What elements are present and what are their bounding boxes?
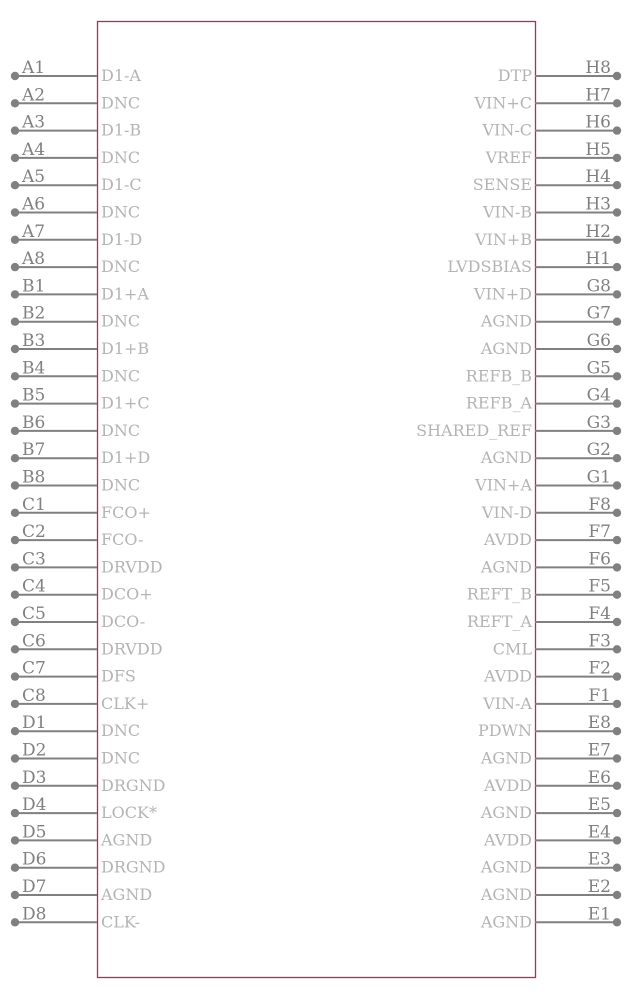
pin-terminal-dot	[613, 399, 621, 407]
pin-name: AGND	[480, 803, 532, 823]
pin-b6	[11, 413, 140, 440]
pin-terminal-dot	[11, 126, 19, 134]
pin-terminal-dot	[11, 72, 19, 80]
pin-b5	[11, 386, 150, 413]
pin-number: C4	[22, 576, 46, 597]
pin-g8	[473, 276, 621, 303]
pin-terminal-dot	[613, 809, 621, 817]
pin-c6	[11, 631, 163, 658]
pin-number: G4	[586, 385, 611, 406]
pin-terminal-dot	[613, 208, 621, 216]
pin-e6	[483, 768, 621, 795]
pin-f4	[467, 604, 621, 631]
pin-f2	[483, 659, 621, 686]
pin-number: C5	[22, 604, 46, 624]
pin-name: AGND	[480, 857, 532, 877]
pin-terminal-dot	[613, 481, 621, 489]
pin-terminal-dot	[613, 181, 621, 189]
pin-f8	[481, 495, 621, 522]
pin-number: B4	[22, 358, 46, 379]
pin-terminal-dot	[613, 727, 621, 735]
pin-terminal-dot	[613, 454, 621, 462]
pin-number: A6	[22, 194, 46, 215]
pin-h2	[474, 222, 621, 249]
pin-name: AVDD	[484, 830, 532, 850]
pin-terminal-dot	[11, 700, 19, 708]
pin-number: B5	[22, 385, 46, 406]
pin-terminal-dot	[613, 509, 621, 517]
pin-g1	[474, 468, 621, 495]
pin-name: D1-C	[101, 175, 142, 195]
pin-name: VREF	[485, 147, 532, 167]
pin-number: D8	[22, 904, 47, 925]
pin-terminal-dot	[613, 154, 621, 162]
pin-a5	[11, 167, 142, 194]
pin-g2	[480, 440, 621, 467]
pin-number: E3	[587, 849, 611, 870]
pin-name: REFB_A	[465, 393, 532, 413]
pin-number: D1	[22, 713, 47, 734]
pin-name: AGND	[480, 311, 532, 331]
pin-number: G1	[586, 467, 611, 488]
pin-f6	[480, 549, 621, 576]
pin-h5	[485, 140, 622, 167]
pin-number: G3	[586, 412, 611, 433]
pin-name: AGND	[480, 748, 532, 768]
pin-number: D7	[22, 877, 47, 897]
pin-d4	[11, 795, 157, 822]
pin-terminal-dot	[613, 236, 621, 244]
pin-terminal-dot	[11, 454, 19, 462]
pin-d8	[11, 904, 140, 931]
pin-d3	[11, 768, 166, 795]
pin-name: VIN+C	[474, 93, 532, 113]
pin-number: C7	[22, 658, 46, 679]
pin-name: DNC	[101, 257, 141, 277]
pin-number: A4	[22, 139, 46, 160]
pin-name: VIN+B	[474, 229, 532, 249]
pin-number: E4	[587, 822, 611, 843]
pin-number: C8	[22, 685, 46, 706]
pin-number: E5	[587, 795, 611, 816]
pin-terminal-dot	[11, 727, 19, 735]
pin-g4	[466, 386, 621, 413]
pin-name: DCO+	[101, 584, 153, 604]
pin-terminal-dot	[613, 645, 621, 653]
pin-terminal-dot	[11, 263, 19, 271]
pin-name: DFS	[101, 666, 136, 686]
pin-name: FCO-	[101, 530, 144, 550]
pin-name: D1+D	[101, 448, 151, 468]
pin-terminal-dot	[11, 399, 19, 407]
pin-c3	[11, 549, 163, 576]
pin-number: F7	[588, 522, 611, 543]
pin-number: F4	[588, 604, 611, 624]
pin-number: F1	[588, 685, 611, 706]
pin-name: CLK-	[101, 912, 141, 932]
pin-terminal-dot	[11, 563, 19, 571]
pin-terminal-dot	[11, 481, 19, 489]
pin-c2	[11, 522, 144, 549]
pin-terminal-dot	[613, 782, 621, 790]
pin-terminal-dot	[11, 754, 19, 762]
pin-h8	[498, 58, 621, 85]
pin-name: DNC	[101, 721, 141, 741]
pin-terminal-dot	[11, 509, 19, 517]
pin-b8	[11, 468, 140, 495]
pin-number: D5	[22, 822, 47, 843]
pin-a3	[11, 113, 141, 140]
pin-name: SHARED_REF	[416, 420, 532, 440]
pin-terminal-dot	[613, 836, 621, 844]
pin-a8	[11, 249, 140, 276]
pin-b2	[11, 304, 140, 331]
pin-terminal-dot	[613, 563, 621, 571]
pin-name: AVDD	[484, 775, 532, 795]
pin-e7	[480, 741, 621, 768]
pin-c7	[11, 659, 136, 686]
pin-h4	[473, 167, 621, 194]
pin-name: PDWN	[477, 721, 532, 741]
pin-number: D3	[22, 767, 47, 788]
pin-terminal-dot	[11, 864, 19, 872]
pin-terminal-dot	[11, 782, 19, 790]
pin-terminal-dot	[613, 672, 621, 680]
pin-name: LVDSBIAS	[447, 257, 532, 277]
pin-terminal-dot	[613, 318, 621, 326]
pin-c4	[11, 577, 153, 604]
pin-name: DNC	[101, 202, 141, 222]
pin-number: A5	[22, 167, 46, 188]
pin-terminal-dot	[613, 891, 621, 899]
pin-number: C1	[22, 494, 46, 515]
pin-f3	[493, 631, 621, 658]
pin-terminal-dot	[613, 864, 621, 872]
pin-terminal-dot	[613, 591, 621, 599]
pin-b1	[11, 276, 150, 303]
pin-a1	[11, 58, 142, 85]
pin-number: H4	[585, 167, 611, 188]
pin-f1	[482, 686, 621, 713]
pin-number: D6	[22, 849, 47, 870]
pin-number: H8	[585, 58, 611, 78]
pin-d1	[11, 713, 140, 740]
pin-name: VIN-B	[482, 202, 532, 222]
pin-name: SENSE	[472, 175, 532, 195]
pin-terminal-dot	[613, 290, 621, 298]
pin-number: H1	[585, 249, 611, 270]
pin-terminal-dot	[11, 672, 19, 680]
pin-e3	[480, 850, 621, 877]
pin-e5	[480, 795, 621, 822]
pin-number: F2	[588, 658, 611, 679]
pin-name: AVDD	[484, 666, 532, 686]
pin-a7	[11, 222, 142, 249]
pin-number: E7	[587, 740, 611, 761]
pin-name: DNC	[101, 475, 141, 495]
pin-number: G2	[586, 440, 611, 461]
pin-d7	[11, 877, 152, 904]
pin-number: E6	[587, 767, 611, 788]
left-pin-group	[11, 58, 166, 931]
pin-name: AGND	[480, 885, 532, 904]
pin-number: E2	[587, 877, 611, 897]
pin-name: DRGND	[101, 775, 166, 795]
pin-number: A7	[22, 221, 46, 242]
pin-terminal-dot	[11, 427, 19, 435]
pin-h7	[473, 85, 621, 112]
pin-name: D1+B	[101, 339, 150, 358]
pin-name: D1-D	[101, 229, 143, 249]
ic-body-outline	[98, 22, 536, 978]
pin-c5	[11, 604, 145, 631]
pin-name: FCO+	[101, 502, 151, 522]
pin-number: C3	[22, 549, 46, 570]
pin-number: G7	[586, 303, 611, 324]
pin-number: A1	[22, 58, 46, 78]
pin-name: CML	[492, 639, 532, 659]
pin-number: D2	[22, 740, 47, 761]
pin-name: VIN+A	[475, 475, 532, 495]
pin-name: DNC	[101, 366, 141, 386]
pin-terminal-dot	[613, 99, 621, 107]
pin-e1	[480, 904, 621, 931]
pin-name: AGND	[101, 830, 153, 850]
pin-a6	[11, 195, 140, 222]
pin-number: G5	[586, 358, 611, 379]
pin-number: G8	[586, 276, 611, 297]
pin-number: F6	[588, 549, 611, 570]
pin-number: F3	[588, 631, 611, 652]
pin-e2	[480, 877, 621, 904]
pin-d2	[11, 741, 140, 768]
pin-name: AGND	[480, 339, 532, 358]
pin-name: D1-B	[101, 120, 142, 140]
pin-number: E1	[587, 904, 611, 925]
pin-name: D1+A	[101, 284, 149, 304]
pin-terminal-dot	[11, 318, 19, 326]
right-pin-group	[416, 58, 621, 931]
pin-g7	[480, 304, 621, 331]
pin-terminal-dot	[11, 372, 19, 380]
pin-name: REFT_B	[466, 584, 532, 604]
pin-number: A2	[22, 85, 46, 106]
pin-name: VIN-D	[481, 502, 532, 522]
pin-number: D4	[22, 795, 47, 816]
pin-number: B7	[22, 440, 46, 461]
pin-number: B8	[22, 467, 46, 488]
pin-a2	[11, 85, 140, 112]
pin-terminal-dot	[11, 236, 19, 244]
pin-terminal-dot	[613, 427, 621, 435]
pin-number: C2	[22, 522, 46, 543]
pin-terminal-dot	[11, 536, 19, 544]
pin-terminal-dot	[11, 591, 19, 599]
pin-terminal-dot	[613, 263, 621, 271]
pin-d5	[11, 822, 152, 849]
pin-number: A8	[22, 249, 46, 270]
pin-terminal-dot	[11, 836, 19, 844]
pin-terminal-dot	[613, 372, 621, 380]
pin-number: H6	[585, 112, 611, 133]
pin-terminal-dot	[11, 290, 19, 298]
pin-name: DRVDD	[101, 639, 163, 659]
pin-terminal-dot	[11, 154, 19, 162]
pin-name: DNC	[101, 420, 141, 440]
pin-name: DTP	[497, 66, 532, 85]
pin-number: E8	[587, 713, 611, 734]
pin-number: B2	[22, 303, 46, 324]
pin-terminal-dot	[613, 126, 621, 134]
pin-number: F5	[588, 576, 611, 597]
pin-name: DCO-	[101, 612, 146, 631]
pin-number: G6	[586, 331, 611, 351]
pin-h6	[481, 113, 621, 140]
pin-h1	[447, 249, 621, 276]
pin-number: B6	[22, 412, 46, 433]
pin-name: AVDD	[484, 530, 532, 550]
pin-terminal-dot	[613, 536, 621, 544]
pin-g3	[416, 413, 621, 440]
pin-name: D1-A	[101, 66, 141, 85]
pin-number: B1	[22, 276, 46, 297]
pin-terminal-dot	[11, 208, 19, 216]
pin-f7	[483, 522, 621, 549]
pin-number: H2	[585, 221, 611, 242]
pin-e4	[483, 822, 621, 849]
pin-g6	[480, 331, 621, 358]
pin-f5	[467, 577, 621, 604]
pin-terminal-dot	[613, 72, 621, 80]
pin-name: DRVDD	[101, 557, 163, 577]
pin-terminal-dot	[613, 918, 621, 926]
pin-number: F8	[588, 494, 611, 515]
pin-name: CLK+	[101, 693, 150, 713]
pin-terminal-dot	[11, 891, 19, 899]
pin-terminal-dot	[11, 181, 19, 189]
pin-a4	[11, 140, 140, 167]
pin-terminal-dot	[613, 700, 621, 708]
pin-terminal-dot	[613, 618, 621, 626]
pin-name: LOCK*	[101, 803, 157, 823]
pin-c1	[11, 495, 151, 522]
pin-terminal-dot	[11, 618, 19, 626]
pin-terminal-dot	[613, 754, 621, 762]
pin-name: DNC	[101, 311, 141, 331]
pin-g5	[466, 358, 622, 385]
pin-name: D1+C	[101, 393, 150, 413]
pin-name: DNC	[101, 93, 141, 113]
pin-terminal-dot	[613, 345, 621, 353]
pin-number: A3	[22, 112, 46, 133]
pin-b7	[11, 440, 150, 467]
pin-c8	[11, 686, 149, 713]
pin-b4	[11, 358, 140, 385]
pin-name: AGND	[480, 557, 532, 577]
pin-terminal-dot	[11, 99, 19, 107]
pin-number: H3	[585, 194, 611, 215]
pin-name: REFT_A	[466, 612, 532, 631]
pin-number: H7	[585, 85, 611, 106]
pin-name: VIN-C	[482, 120, 532, 140]
pin-terminal-dot	[11, 809, 19, 817]
pin-name: AGND	[101, 885, 153, 904]
pin-name: REFB_B	[465, 366, 532, 386]
pin-terminal-dot	[11, 345, 19, 353]
pin-b3	[11, 331, 149, 358]
pin-number: H5	[585, 139, 611, 160]
pin-name: DRGND	[101, 857, 166, 877]
pin-name: VIN+D	[473, 284, 532, 304]
pin-number: C6	[22, 631, 46, 652]
pin-e8	[478, 713, 621, 740]
pin-d6	[11, 850, 166, 877]
pin-terminal-dot	[11, 645, 19, 653]
pin-name: VIN-A	[483, 693, 532, 713]
pin-number: B3	[22, 331, 46, 351]
pin-name: DNC	[101, 147, 141, 167]
pin-terminal-dot	[11, 918, 19, 926]
pin-h3	[482, 195, 621, 222]
pin-name: DNC	[101, 748, 141, 768]
pin-name: AGND	[480, 912, 532, 932]
pin-name: AGND	[480, 448, 532, 468]
